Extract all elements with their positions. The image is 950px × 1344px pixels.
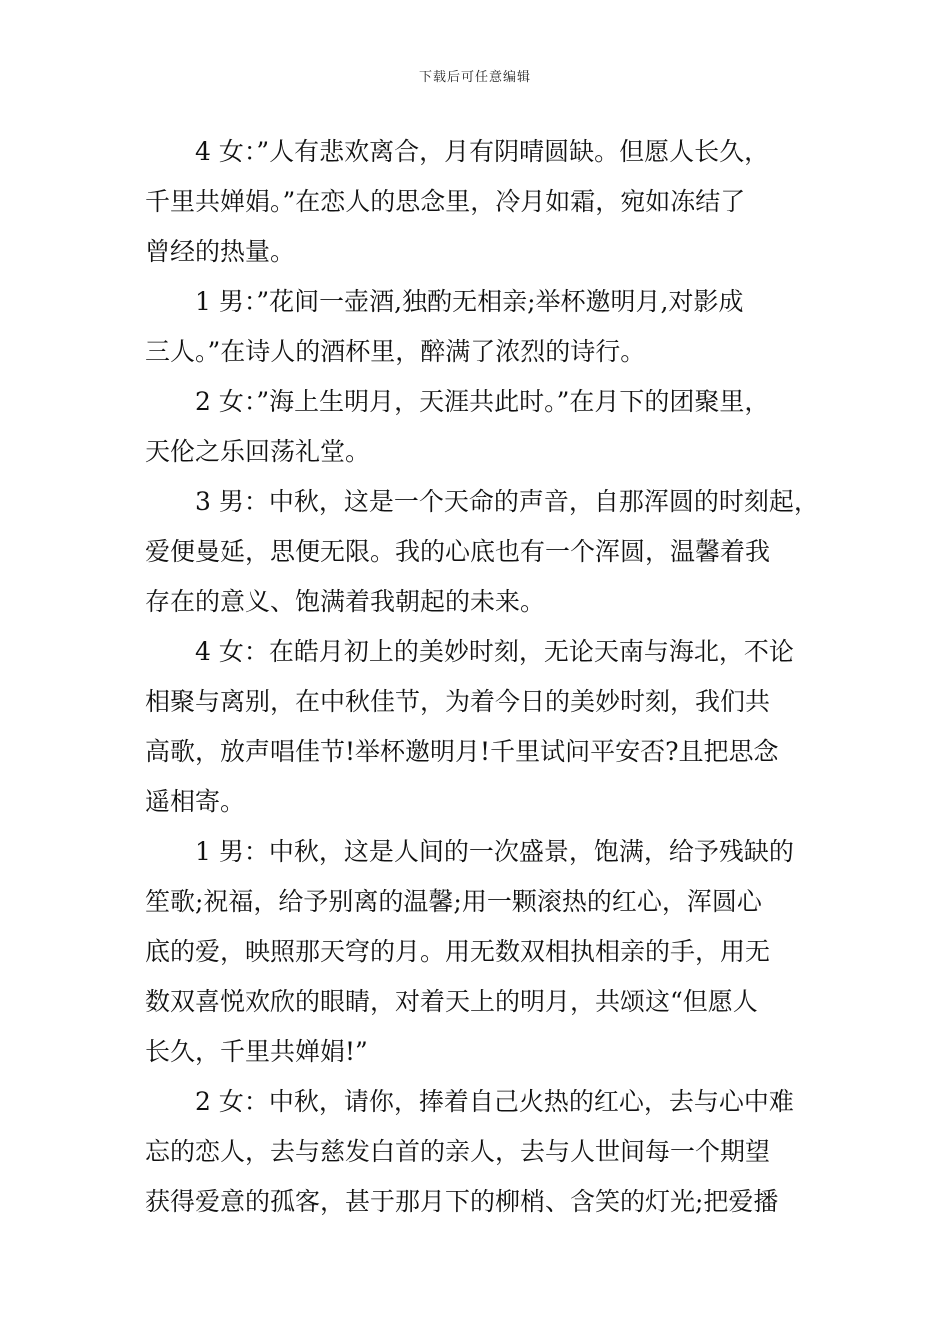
paragraph-line: 获得爱意的孤客，甚于那月下的柳梢、含笑的灯光;把爱播 [145, 1187, 779, 1216]
paragraph-line: 4 女：”人有悲欢离合，月有阴晴圆缺。但愿人长久， [195, 137, 770, 166]
paragraph-line: 三人。”在诗人的酒杯里，醉满了浓烈的诗行。 [145, 337, 646, 366]
paragraph-line: 数双喜悦欢欣的眼睛，对着天上的明月，共颂这“但愿人 [145, 987, 758, 1016]
paragraph-line: 2 女：中秋，请你，捧着自己火热的红心，去与心中难 [195, 1087, 794, 1116]
page-header: 下载后可任意编辑 [418, 70, 531, 85]
paragraph-6 [145, 827, 810, 1077]
paragraph-line: 曾经的热量。 [145, 237, 296, 266]
paragraph-line: 遥相寄。 [145, 787, 246, 816]
paragraph-line: 相聚与离别，在中秋佳节，为着今日的美妙时刻，我们共 [145, 687, 771, 716]
paragraph-line: 高歌，放声唱佳节!举杯邀明月!千里试问平安否?且把思念 [145, 737, 779, 766]
paragraph-line: 天伦之乐回荡礼堂。 [145, 437, 371, 466]
paragraph-line: 千里共婵娟。”在恋人的思念里，冷月如霜，宛如冻结了 [145, 187, 746, 216]
paragraph-line: 长久，千里共婵娟!” [145, 1037, 368, 1066]
paragraph-line: 3 男：中秋，这是一个天命的声音，自那浑圆的时刻起， [195, 487, 819, 516]
document-body [145, 127, 819, 1227]
paragraph-line: 2 女：”海上生明月，天涯共此时。”在月下的团聚里， [195, 387, 770, 416]
paragraph-line: 存在的意义、饱满着我朝起的未来。 [145, 587, 546, 616]
paragraph-3 [145, 377, 810, 477]
paragraph-line: 底的爱，映照那天穹的月。用无数双相执相亲的手，用无 [145, 937, 771, 966]
paragraph-5 [145, 627, 810, 827]
paragraph-line: 忘的恋人，去与慈发白首的亲人，去与人世间每一个期望 [145, 1137, 771, 1166]
paragraph-1 [145, 127, 810, 277]
paragraph-line: 爱便曼延，思便无限。我的心底也有一个浑圆，温馨着我 [145, 537, 771, 566]
paragraph-4 [145, 477, 819, 627]
paragraph-7 [145, 1077, 810, 1227]
paragraph-line: 4 女：在皓月初上的美妙时刻，无论天南与海北，不论 [195, 637, 794, 666]
paragraph-line: 1 男：”花间一壶酒,独酌无相亲;举杯邀明月,对影成 [195, 287, 744, 316]
paragraph-2 [145, 277, 810, 377]
paragraph-line: 笙歌;祝福，给予别离的温馨;用一颗滚热的红心，浑圆心 [145, 887, 762, 916]
paragraph-line: 1 男：中秋，这是人间的一次盛景，饱满，给予残缺的 [195, 837, 794, 866]
